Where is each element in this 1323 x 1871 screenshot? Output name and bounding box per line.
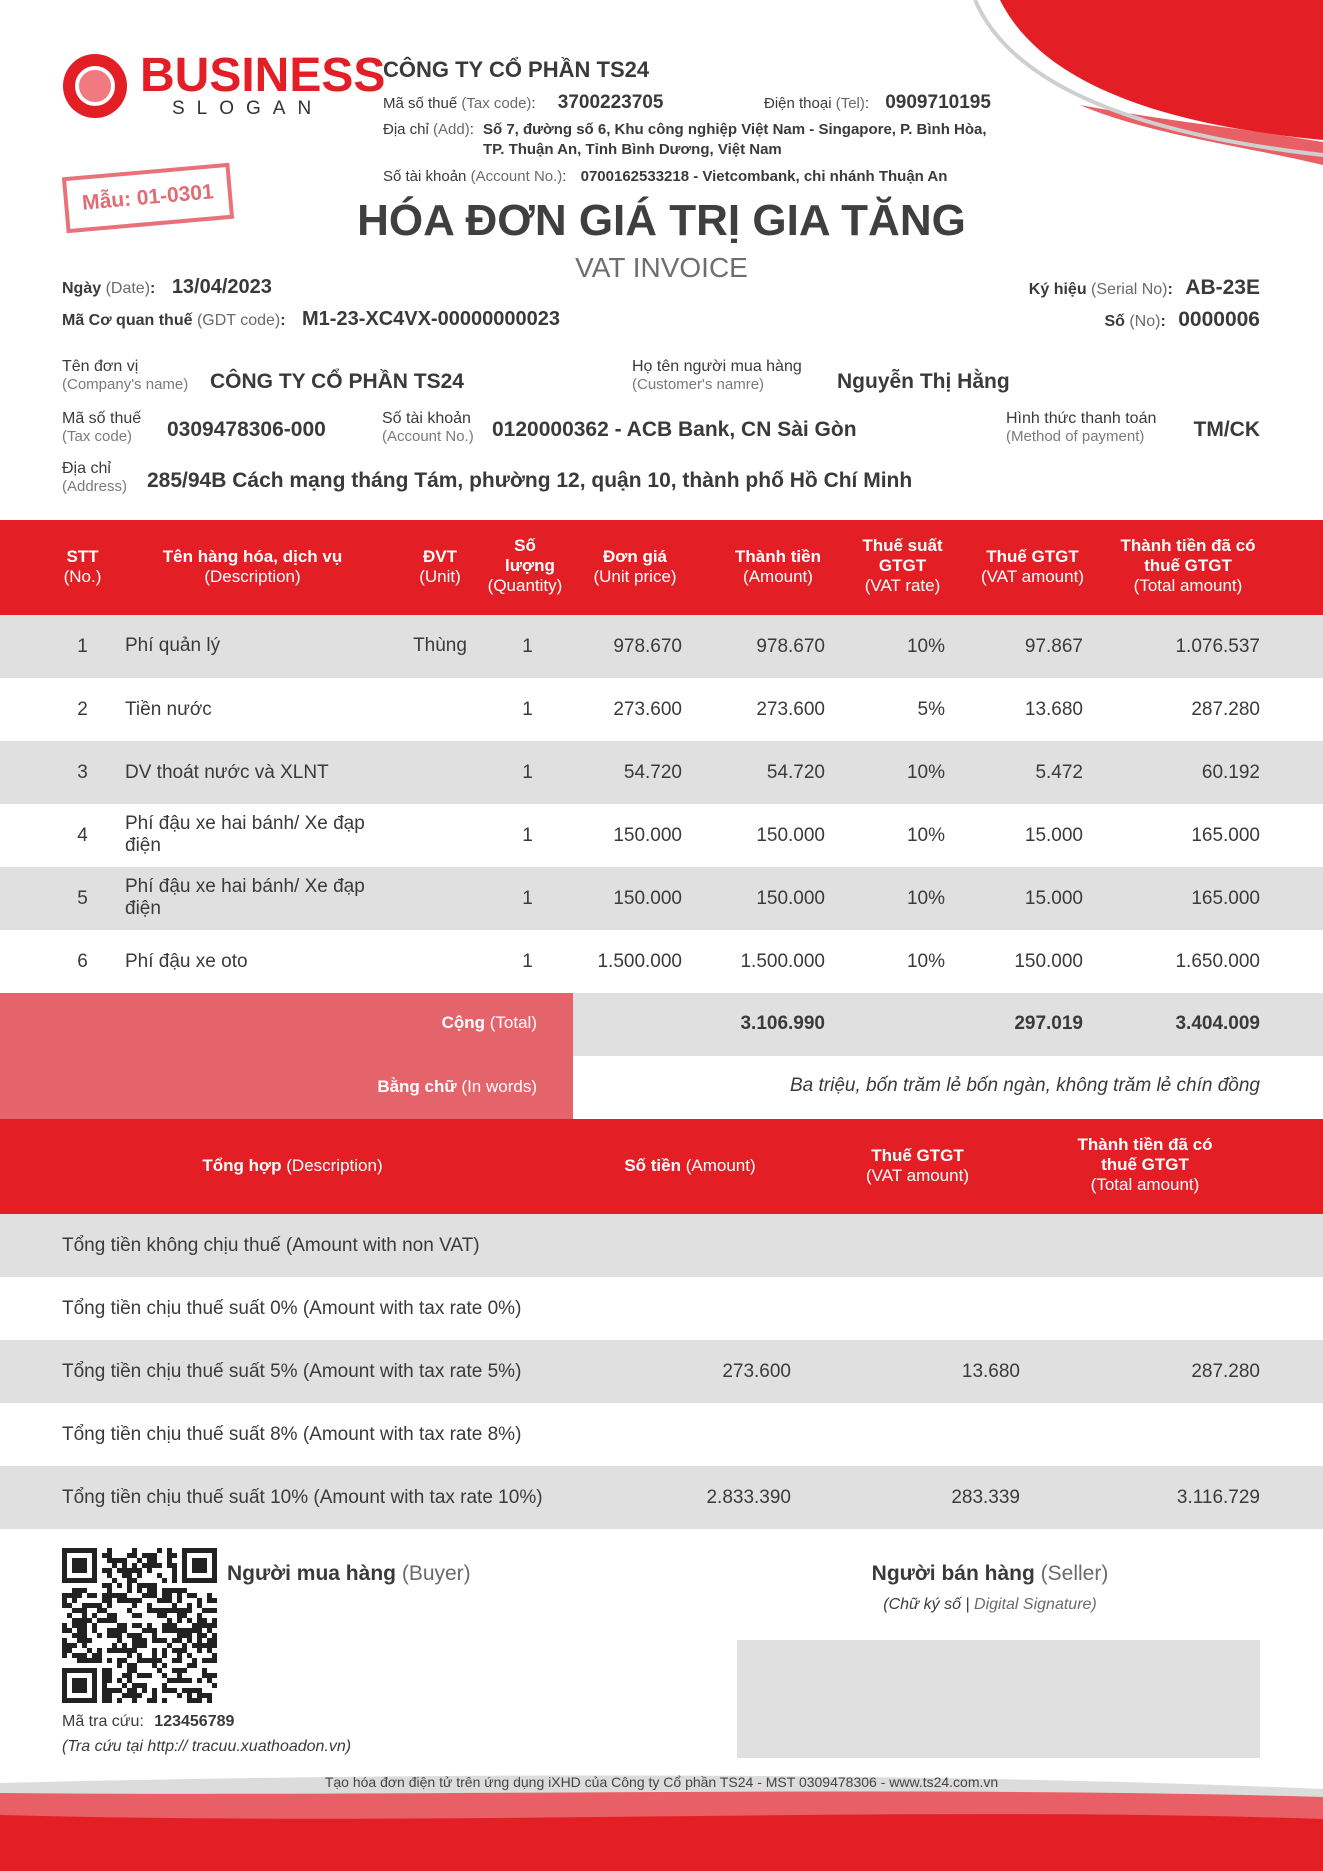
seller-signature-label: Người bán hàng (Seller) [871, 1562, 1109, 1585]
summary-vat: 13.680 [961, 1361, 1020, 1382]
invoice-title: HÓA ĐƠN GIÁ TRỊ GIA TĂNG [357, 196, 966, 245]
summary-row [0, 1214, 1323, 1277]
total-label-cell [0, 993, 573, 1119]
header-vat-amount: Thuế GTGT (VAT amount) [981, 547, 1084, 586]
header-total-amount: Thành tiền đã có thuế GTGT (Total amount) [1120, 536, 1256, 595]
cell-vat-amount: 13.680 [1024, 699, 1083, 720]
total-vat: 297.019 [1014, 1013, 1083, 1034]
cell-total-amount: 1.650.000 [1175, 951, 1260, 972]
invoice-date-row: Ngày (Date): 13/04/2023 [62, 276, 272, 298]
cell-amount: 150.000 [756, 825, 825, 846]
table-row [0, 678, 1323, 741]
table-row [0, 804, 1323, 867]
seller-account: 0700162533218 - Vietcombank, chi nhánh Thuận An [580, 168, 948, 185]
buyer-tax-label: Mã số thuế (Tax code) [62, 410, 142, 445]
header-quantity: Số lượng (Quantity) [487, 536, 563, 595]
header-no: STT (No.) [63, 547, 102, 586]
table-row [0, 930, 1323, 993]
seller-account-label: Số tài khoản [383, 168, 467, 185]
digital-signature-note: (Chữ ký số | Digital Signature) [883, 1596, 1097, 1613]
lookup-code-row [62, 1713, 234, 1731]
cell-amount: 1.500.000 [740, 951, 825, 972]
summary-amount: 273.600 [722, 1361, 791, 1382]
cell-unit-price: 150.000 [613, 888, 682, 909]
cell-vat-rate: 10% [906, 636, 945, 657]
cell-quantity: 1 [522, 825, 533, 846]
summary-description: Tổng tiền chịu thuế suất 8% (Amount with tax rate 8%) [62, 1424, 522, 1445]
invoice-date: 13/04/2023 [171, 276, 272, 298]
cell-total-amount: 60.192 [1201, 762, 1260, 783]
summary-total: 287.280 [1191, 1361, 1260, 1382]
summary-row [0, 1403, 1323, 1466]
cell-unit-price: 978.670 [613, 636, 682, 657]
buyer-account-label: Số tài khoản (Account No.) [382, 410, 474, 445]
seller-account-label-en: (Account No.) [470, 168, 563, 185]
total-with-vat: 3.404.009 [1175, 1013, 1260, 1034]
seller-company-name: CÔNG TY CỔ PHẦN TS24 [383, 57, 650, 82]
serial-label-en: (Serial No) [1091, 281, 1168, 298]
cell-total-amount: 287.280 [1191, 699, 1260, 720]
company-logo [62, 49, 386, 120]
summary-header-vat: Thuế GTGT (VAT amount) [866, 1146, 969, 1185]
cell-quantity: 1 [522, 951, 533, 972]
cell-vat-rate: 10% [906, 762, 945, 783]
summary-header-description: Tổng hợp (Description) [202, 1156, 383, 1175]
cell-no: 5 [77, 888, 88, 909]
words-label: Bằng chữ (In words) [377, 1077, 537, 1096]
buyer-person-label: Họ tên người mua hàng (Customer's namre) [632, 358, 802, 393]
buyer-address-label: Địa chỉ (Address) [62, 460, 128, 495]
logo-circle-icon [62, 53, 128, 119]
invoice-subtitle: VAT INVOICE [575, 252, 748, 283]
buyer-account: 0120000362 - ACB Bank, CN Sài Gòn [492, 418, 857, 441]
summary-header-amount: Số tiền (Amount) [624, 1156, 756, 1175]
seller-tel-label-en: (Tel) [835, 95, 865, 112]
seller-address-label-en: (Add) [433, 121, 470, 138]
table-row [0, 615, 1323, 678]
total-amount: 3.106.990 [740, 1013, 825, 1034]
gdt-label-en: (GDT code) [196, 312, 281, 329]
summary-total: 3.116.729 [1176, 1487, 1260, 1508]
cell-amount: 54.720 [766, 762, 825, 783]
seller-account-row: Số tài khoản (Account No.): 0700162533218 - Vietcombank, chi nhánh Thuận An [383, 168, 948, 185]
number-label-en: (No) [1129, 313, 1161, 330]
cell-amount: 150.000 [756, 888, 825, 909]
table-row [0, 741, 1323, 804]
seller-address-line1: Số 7, đường số 6, Khu công nghiệp Việt Nam - Singapore, P. Bình Hòa, [483, 121, 987, 138]
cell-no: 6 [77, 951, 88, 972]
invoice-number: 0000006 [1178, 308, 1260, 331]
cell-vat-rate: 10% [906, 888, 945, 909]
cell-no: 3 [77, 762, 88, 783]
seller-address-label: Địa chỉ [383, 121, 429, 138]
header-amount: Thành tiền (Amount) [735, 547, 821, 586]
cell-description: Phí đậu xe oto [125, 951, 248, 972]
form-template-stamp: Mẫu: 01-0301 [62, 163, 234, 233]
total-label: Cộng (Total) [441, 1013, 537, 1032]
seller-tel-row: Điện thoại (Tel): 0909710195 [764, 92, 991, 113]
cell-vat-amount: 150.000 [1014, 951, 1083, 972]
cell-quantity: 1 [522, 762, 533, 783]
cell-quantity: 1 [522, 699, 533, 720]
summary-description: Tổng tiền chịu thuế suất 5% (Amount with tax rate 5%) [62, 1361, 522, 1382]
gdt-label: Mã Cơ quan thuế [62, 312, 193, 329]
seller-address-line2: TP. Thuận An, Tỉnh Bình Dương, Việt Nam [483, 141, 782, 158]
seller-tel-label: Điện thoại [764, 95, 832, 112]
cell-vat-amount: 5.472 [1035, 762, 1083, 783]
gdt-code-row: Mã Cơ quan thuế (GDT code): M1-23-XC4VX-00000000023 [62, 308, 560, 330]
seller-tel: 0909710195 [885, 92, 991, 113]
seller-tax-label-en: (Tax code) [461, 95, 532, 112]
footer-note: Tạo hóa đơn điện tử trên ứng dụng iXHD của Công ty Cổ phần TS24 - MST 0309478306 - www.ts24.com.vn [324, 1774, 999, 1790]
header-description: Tên hàng hóa, dịch vụ (Description) [162, 547, 343, 586]
cell-amount: 273.600 [756, 699, 825, 720]
cell-no: 1 [77, 636, 88, 657]
cell-unit-price: 273.600 [613, 699, 682, 720]
number-row: Số (No): 0000006 [1104, 308, 1260, 331]
cell-description: Phí quản lý [125, 635, 221, 656]
buyer-payment-method: TM/CK [1193, 418, 1260, 441]
cell-total-amount: 1.076.537 [1175, 636, 1260, 657]
seller-address-row: Địa chỉ (Add): [383, 121, 474, 138]
cell-unit-price: 54.720 [623, 762, 682, 783]
cell-quantity: 1 [522, 636, 533, 657]
seller-tax-label: Mã số thuế [383, 95, 458, 112]
cell-total-amount: 165.000 [1191, 888, 1260, 909]
serial-row: Ký hiệu (Serial No): AB-23E [1028, 276, 1260, 299]
header-unit-price: Đơn giá (Unit price) [593, 547, 677, 586]
summary-vat: 283.339 [951, 1487, 1020, 1508]
cell-unit: Thùng [413, 635, 467, 656]
cell-total-amount: 165.000 [1191, 825, 1260, 846]
cell-vat-rate: 10% [906, 951, 945, 972]
invoice-serial: AB-23E [1185, 276, 1260, 299]
summary-description: Tổng tiền không chịu thuế (Amount with non VAT) [62, 1235, 480, 1256]
buyer-payment-label: Hình thức thanh toán (Method of payment) [1006, 410, 1157, 445]
buyer-unit-label: Tên đơn vị (Company's name) [62, 358, 189, 393]
cell-vat-rate: 10% [906, 825, 945, 846]
seller-tax-code: 3700223705 [557, 92, 664, 113]
seller-tax-row: Mã số thuế (Tax code): 3700223705 [383, 92, 664, 113]
buyer-address: 285/94B Cách mạng tháng Tám, phường 12, quận 10, thành phố Hồ Chí Minh [147, 469, 913, 492]
qr-code-icon [62, 1548, 217, 1703]
cell-description: Tiền nước [125, 699, 212, 720]
summary-row [0, 1340, 1323, 1403]
summary-description: Tổng tiền chịu thuế suất 0% (Amount with tax rate 0%) [62, 1298, 522, 1319]
summary-header-total: Thành tiền đã có thuế GTGT (Total amount) [1077, 1135, 1213, 1194]
header-unit: ĐVT (Unit) [419, 547, 461, 586]
buyer-person-name: Nguyễn Thị Hằng [837, 370, 1010, 393]
lookup-code: 123456789 [154, 1713, 235, 1730]
cell-amount: 978.670 [756, 636, 825, 657]
table-row [0, 867, 1323, 930]
amount-in-words: Ba triệu, bốn trăm lẻ bốn ngàn, không trăm lẻ chín đồng [789, 1075, 1260, 1096]
buyer-unit-name: CÔNG TY CỔ PHẦN TS24 [210, 370, 464, 393]
buyer-signature-label: Người mua hàng (Buyer) [227, 1562, 471, 1585]
cell-vat-amount: 15.000 [1024, 825, 1083, 846]
summary-row [0, 1277, 1323, 1340]
logo-slogan: SLOGAN [172, 98, 324, 119]
cell-vat-rate: 5% [917, 699, 945, 720]
cell-unit-price: 150.000 [613, 825, 682, 846]
summary-amount: 2.833.390 [706, 1487, 791, 1508]
buyer-tax-code: 0309478306-000 [167, 418, 326, 441]
gdt-code: M1-23-XC4VX-00000000023 [302, 308, 560, 330]
date-label: Ngày [62, 280, 102, 297]
cell-quantity: 1 [522, 888, 533, 909]
summary-row [0, 1466, 1323, 1529]
digital-signature-box[interactable] [737, 1640, 1260, 1758]
date-label-en: (Date) [105, 280, 151, 297]
lookup-site: (Tra cứu tại http:// tracuu.xuathoadon.vn) [62, 1738, 352, 1755]
cell-no: 2 [77, 699, 88, 720]
cell-description: Phí đậu xe hai bánh/ Xe đạp điện [125, 876, 365, 919]
cell-vat-amount: 97.867 [1024, 636, 1083, 657]
cell-description: DV thoát nước và XLNT [125, 762, 329, 783]
header-vat-rate: Thuế suất GTGT (VAT rate) [862, 536, 943, 595]
cell-unit-price: 1.500.000 [597, 951, 682, 972]
serial-label: Ký hiệu [1028, 281, 1087, 298]
logo-word: BUSINESS [140, 49, 386, 102]
items-table-header [0, 520, 1323, 615]
summary-table-header [0, 1119, 1323, 1214]
number-label: Số [1104, 313, 1125, 330]
summary-description: Tổng tiền chịu thuế suất 10% (Amount with tax rate 10%) [62, 1487, 543, 1508]
cell-no: 4 [77, 825, 88, 846]
lookup-code-label: Mã tra cứu: [62, 1713, 144, 1730]
cell-description: Phí đậu xe hai bánh/ Xe đạp điện [125, 813, 365, 856]
cell-vat-amount: 15.000 [1024, 888, 1083, 909]
